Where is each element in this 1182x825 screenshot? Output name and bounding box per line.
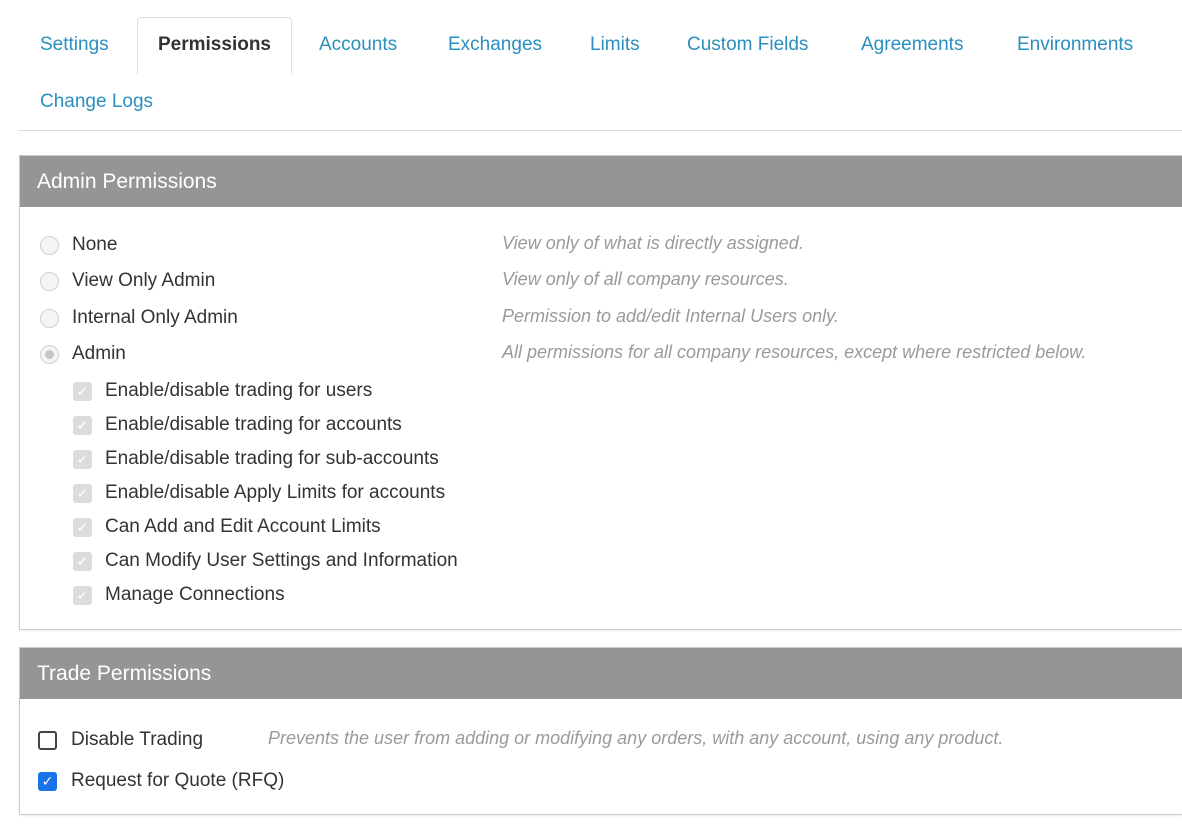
check-icon[interactable]: ✓ <box>73 518 92 537</box>
admin-sub-option[interactable] <box>73 376 372 406</box>
tab-permissions[interactable]: Permissions <box>137 17 292 75</box>
check-icon[interactable]: ✓ <box>73 450 92 469</box>
admin-option-none[interactable] <box>40 230 117 260</box>
admin-sub-option[interactable] <box>73 478 445 508</box>
trade-option-disable-trading[interactable] <box>38 725 203 755</box>
option-description: Prevents the user from adding or modifying any orders, with any account, using any product. <box>268 728 1004 748</box>
radio-none[interactable] <box>40 236 59 255</box>
check-icon[interactable]: ✓ <box>73 484 92 503</box>
admin-option-admin[interactable] <box>40 339 126 369</box>
sub-option-label: Can Modify User Settings and Information <box>105 550 458 571</box>
tab-limits[interactable]: Limits <box>590 34 640 55</box>
check-icon[interactable]: ✓ <box>38 772 57 791</box>
trade-option-rfq[interactable] <box>38 766 284 796</box>
radio-internal-only-admin[interactable] <box>40 309 59 328</box>
disable-trading-checkbox[interactable] <box>38 731 57 750</box>
admin-sub-option[interactable] <box>73 444 439 474</box>
option-description: View only of all company resources. <box>502 269 789 289</box>
option-description: View only of what is directly assigned. <box>502 233 804 253</box>
tab-environments[interactable]: Environments <box>1017 34 1134 55</box>
admin-sub-option[interactable] <box>73 546 458 576</box>
tab-custom-fields[interactable]: Custom Fields <box>687 34 809 55</box>
check-icon[interactable]: ✓ <box>73 416 92 435</box>
tab-exchanges[interactable]: Exchanges <box>448 34 543 55</box>
admin-sub-option[interactable] <box>73 512 381 542</box>
sub-option-label: Enable/disable trading for users <box>105 380 373 401</box>
option-label: Disable Trading <box>71 729 204 750</box>
option-description: Permission to add/edit Internal Users only. <box>502 306 839 326</box>
radio-view-only-admin[interactable] <box>40 272 59 291</box>
admin-permissions-panel <box>19 155 1182 630</box>
tab-settings[interactable]: Settings <box>40 34 109 55</box>
trade-permissions-panel <box>19 647 1182 815</box>
check-icon[interactable]: ✓ <box>73 552 92 571</box>
admin-option-internal-only-admin[interactable] <box>40 303 238 333</box>
option-label: Request for Quote (RFQ) <box>71 770 285 791</box>
check-icon[interactable]: ✓ <box>73 586 92 605</box>
option-label: Admin <box>72 343 126 364</box>
sub-option-label: Enable/disable trading for accounts <box>105 414 402 435</box>
tab-bar <box>18 0 1182 131</box>
sub-option-label: Enable/disable trading for sub-accounts <box>105 448 439 469</box>
radio-admin[interactable] <box>40 345 59 364</box>
option-label: View Only Admin <box>72 270 216 291</box>
tab-change-logs[interactable]: Change Logs <box>40 91 154 112</box>
admin-sub-option[interactable] <box>73 410 402 440</box>
option-label: Internal Only Admin <box>72 307 238 328</box>
admin-option-view-only-admin[interactable] <box>40 266 215 296</box>
admin-permissions-title: Admin Permissions <box>20 156 1182 207</box>
check-icon[interactable]: ✓ <box>73 382 92 401</box>
option-description: All permissions for all company resources, except where restricted below. <box>502 342 1087 362</box>
sub-option-label: Enable/disable Apply Limits for accounts <box>105 482 446 503</box>
sub-option-label: Manage Connections <box>105 584 285 605</box>
trade-permissions-title: Trade Permissions <box>20 648 1182 699</box>
tab-agreements[interactable]: Agreements <box>861 34 964 55</box>
sub-option-label: Can Add and Edit Account Limits <box>105 516 381 537</box>
tab-accounts[interactable]: Accounts <box>319 34 398 55</box>
admin-sub-option[interactable] <box>73 580 285 610</box>
option-label: None <box>72 234 118 255</box>
